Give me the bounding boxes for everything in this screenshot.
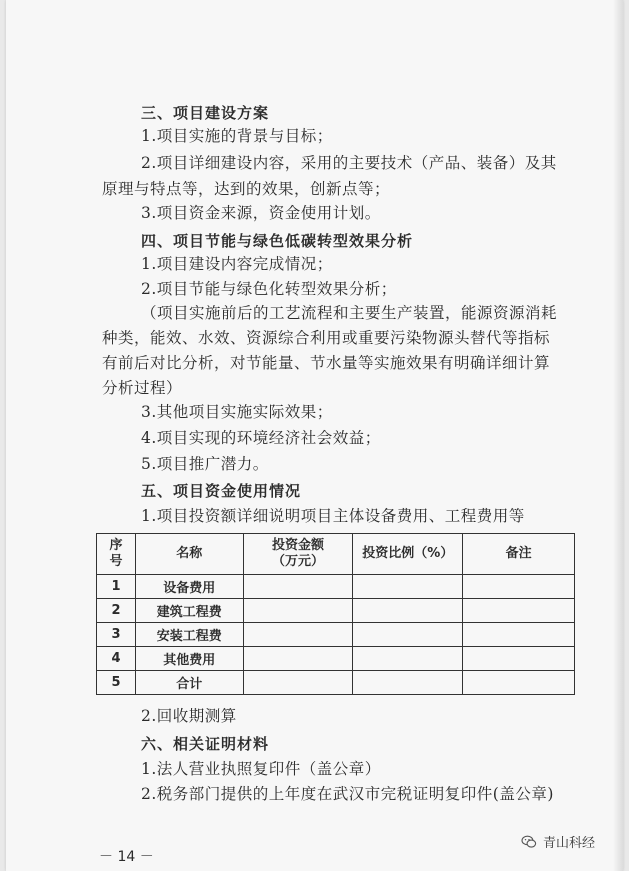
table-row [97,647,575,671]
investment-table [96,533,575,695]
header-ratio: 投资比例（%） [353,534,463,575]
section-3-title: 三、项目建设方案 [141,104,270,122]
row-remark [463,599,575,623]
section-5-title: 五、项目资金使用情况 [141,482,302,500]
row-name: 其他费用 [135,647,243,671]
row-amount [243,575,353,599]
section-3-item-1: 1.项目实施的背景与目标； [141,127,333,145]
page-number: － 14 － [99,849,154,865]
section-5-item-2: 2.回收期测算 [141,707,237,725]
row-no: 2 [97,599,136,623]
row-name: 设备费用 [135,575,243,599]
page-edge-shadow [613,0,623,871]
section-4-title: 四、项目节能与绿色低碳转型效果分析 [141,232,414,250]
table-row [97,599,575,623]
section-4-item-5: 5.项目推广潜力。 [141,455,269,473]
table-row [97,623,575,647]
section-4-para-line-3: 有前后对比分析，对节能量、节水量等实施效果有明确详细计算 [102,354,551,372]
row-ratio [353,623,463,647]
table-row [97,575,575,599]
section-3-item-3: 3.项目资金来源，资金使用计划。 [141,204,381,222]
section-4-item-3: 3.其他项目实施实际效果； [141,403,333,421]
row-remark [463,647,575,671]
section-4-item-2: 2.项目节能与绿色化转型效果分析； [141,280,397,298]
section-4-para-line-4: 分析过程） [102,379,183,397]
header-name: 名称 [135,534,243,575]
row-no: 1 [97,575,136,599]
row-ratio [353,575,463,599]
section-3-item-2-cont: 原理与特点等，达到的效果，创新点等； [102,180,391,198]
wechat-icon [521,835,537,849]
section-5-item-1: 1.项目投资额详细说明项目主体设备费用、工程费用等 [141,507,525,525]
table-row [97,671,575,695]
row-remark [463,623,575,647]
section-4-para-line-1: （项目实施前后的工艺流程和主要生产装置，能源资源消耗 [141,304,558,322]
section-6-title: 六、相关证明材料 [141,735,270,753]
row-amount [243,623,353,647]
header-remark: 备注 [463,534,575,575]
row-ratio [353,647,463,671]
header-no: 序 号 [97,534,136,575]
section-6-item-1: 1.法人营业执照复印件（盖公章） [141,760,381,778]
section-6-item-2: 2.税务部门提供的上年度在武汉市完税证明复印件(盖公章) [141,785,554,803]
row-no: 4 [97,647,136,671]
section-4-para-line-2: 种类，能效、水效、资源综合利用或重要污染物源头替代等指标 [102,329,551,347]
row-amount [243,671,353,695]
row-name: 合计 [135,671,243,695]
row-name: 建筑工程费 [135,599,243,623]
watermark [521,832,595,851]
row-no: 5 [97,671,136,695]
section-4-item-1: 1.项目建设内容完成情况； [141,255,333,273]
section-4-item-4: 4.项目实现的环境经济社会效益； [141,429,381,447]
row-no: 3 [97,623,136,647]
section-3-item-2: 2.项目详细建设内容，采用的主要技术（产品、装备）及其 [141,154,557,172]
row-remark [463,671,575,695]
header-amount: 投资金额 （万元） [243,534,353,575]
row-ratio [353,599,463,623]
row-name: 安装工程费 [135,623,243,647]
row-remark [463,575,575,599]
document-page [6,0,623,871]
row-amount [243,599,353,623]
watermark-text: 青山科经 [543,836,596,851]
row-ratio [353,671,463,695]
row-amount [243,647,353,671]
table-header-row [97,534,575,575]
